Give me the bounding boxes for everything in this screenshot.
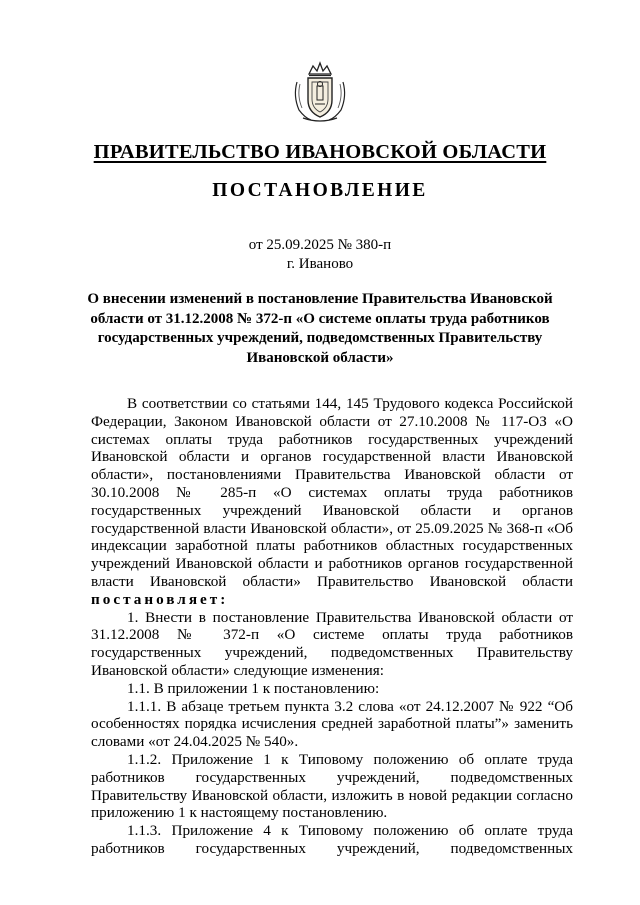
document-type: ПОСТАНОВЛЕНИЕ — [212, 180, 428, 201]
decree-word: постановляет: — [91, 590, 229, 608]
item-1: 1. Внести в постановление Правительства Ивановской области от 31.12.2008 № 372-п «О системе оплаты труда работников государственных учреждений, подведомственных Правительству Ивановской области» следующие изменения: — [91, 608, 573, 679]
document-meta — [0, 236, 640, 274]
preamble-paragraph — [91, 395, 573, 609]
city: г. Иваново — [286, 256, 354, 272]
preamble-text: В соответствии со статьями 144, 145 Трудового кодекса Российской Федерации, Законом Ивановской области от 27.10.2008 № 117-ОЗ «О системах оплаты труда работников государственных учреждений Ивановской области и органов государственной власти Ивановской области», постановлениями Правительства Ивановской области от 30.10.2008 № 285-п «О системах оплаты труда работников государственных учреждений Ивановской области и органов государственной власти Ивановской области», от 25.09.2025 № 368-п «Об индексации заработной платы работников областных государственных учреждений Ивановской области и работников органов государственной власти Ивановской области» Правительство Ивановской области — [91, 395, 573, 590]
item-1-1-1: 1.1.1. В абзаце третьем пункта 3.2 слова «от 24.12.2007 № 922 “Об особенностях порядка исчисления средней заработной платы”» заменить словами «от 24.04.2025 № 540». — [91, 697, 573, 751]
item-1-1: 1.1. В приложении 1 к постановлению: — [127, 679, 380, 697]
item-1-1-3: 1.1.3. Приложение 4 к Типовому положению об оплате труда работников государственных учреждений, подведомственных — [91, 822, 573, 857]
coat-of-arms-icon — [291, 60, 349, 124]
government-title: ПРАВИТЕЛЬСТВО ИВАНОВСКОЙ ОБЛАСТИ — [93, 141, 547, 163]
document-body — [91, 395, 573, 858]
item-1-1-2: 1.1.2. Приложение 1 к Типовому положению об оплате труда работников государственных учреждений, подведомственных Правительству Ивановской области, изложить в новой редакции согласно приложению 1 к настоящему постановлению. — [91, 750, 573, 822]
document-subject: О внесении изменений в постановление Правительства Ивановской области от 31.12.2008 № 372-п «О системе оплаты труда работников государственных учреждений, подведомственных Правительству Ивановской области» — [87, 291, 553, 366]
date-number: от 25.09.2025 № 380-п — [248, 237, 392, 253]
